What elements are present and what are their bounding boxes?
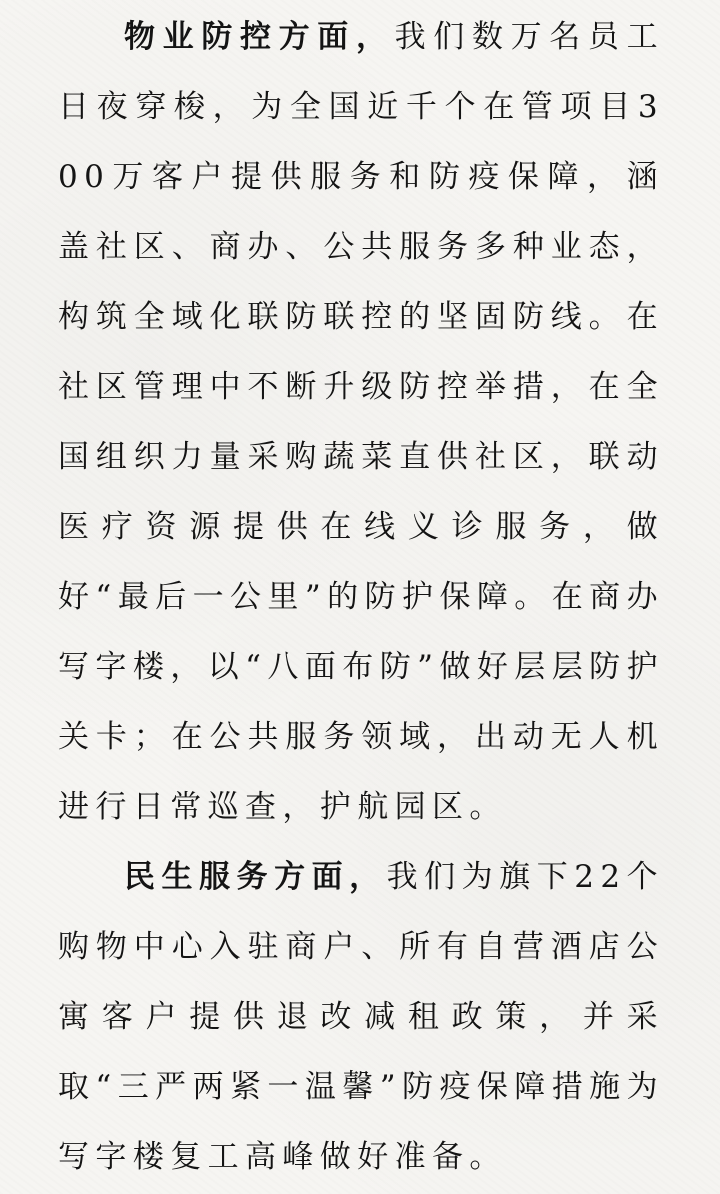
- paragraph-lead: 物业防控方面，: [124, 19, 395, 55]
- paragraph-livelihood-services: [58, 842, 664, 1192]
- paragraph-body: 我们为旗下22个购物中心入驻商户、所有自营酒店公寓客户提供退改减租政策，并采取“三严两紧一温馨”防疫保障措施为写字楼复工高峰做好准备。: [58, 859, 664, 1175]
- paragraph-property-prevention: [58, 2, 664, 842]
- paragraph-body: 我们数万名员工日夜穿梭，为全国近千个在管项目300万客户提供服务和防疫保障，涵盖社区、商办、公共服务多种业态，构筑全域化联防联控的坚固防线。在社区管理中不断升级防控举措，在全国组织力量采购蔬菜直供社区，联动医疗资源提供在线义诊服务，做好“最后一公里”的防护保障。在商办写字楼，以“八面布防”做好层层防护关卡；在公共服务领域，出动无人机进行日常巡查，护航园区。: [58, 19, 664, 825]
- paragraph-lead: 民生服务方面，: [124, 859, 387, 895]
